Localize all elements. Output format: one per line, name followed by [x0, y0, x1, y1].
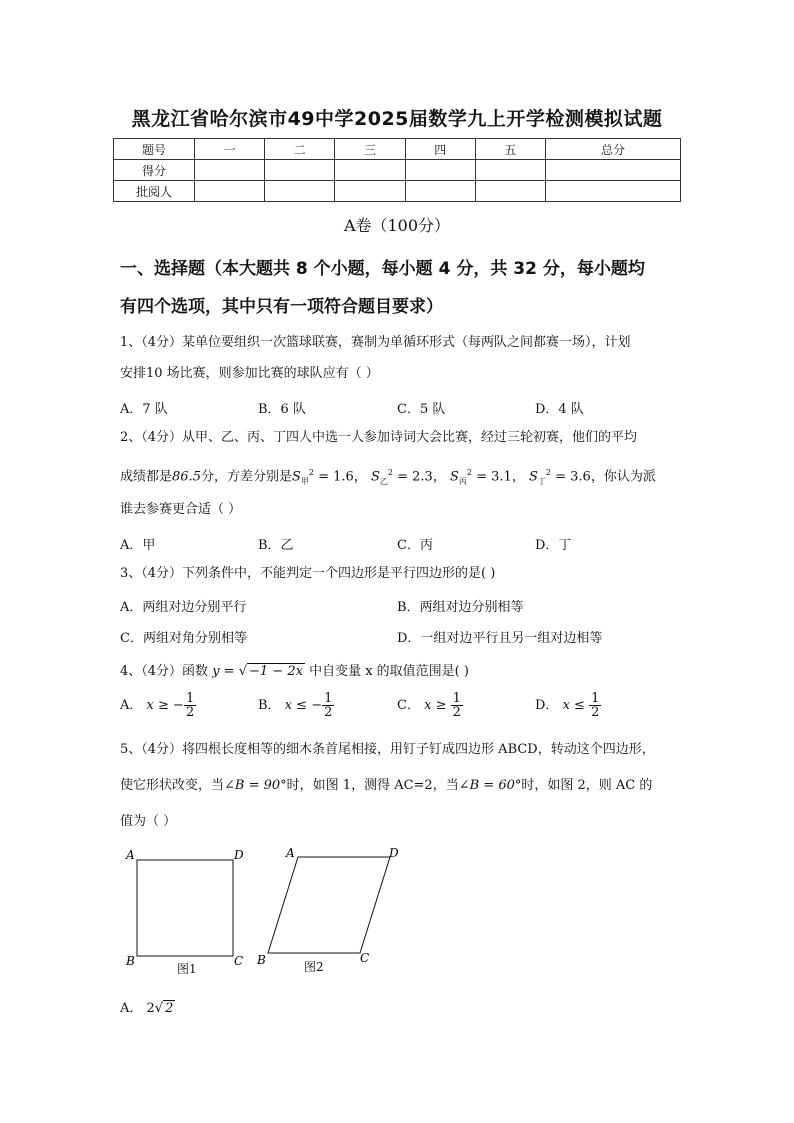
label-d: D: [234, 848, 244, 862]
q2-variance-yi: 2.3: [412, 469, 433, 485]
q3-option-c[interactable]: C．两组对角分别相等: [120, 631, 247, 646]
q2-text: ，你认为派: [590, 469, 656, 485]
score-table-row: [114, 160, 681, 181]
score-header-cell: 五: [475, 139, 545, 160]
score-cell[interactable]: [265, 160, 335, 181]
label-a: A: [286, 846, 295, 860]
page-title: 黑龙江省哈尔滨市49中学2025届数学九上开学检测模拟试题: [131, 108, 663, 130]
q5-option-a[interactable]: A． 2√ 2: [120, 1001, 174, 1016]
q1-option-b[interactable]: B．6 队: [258, 402, 306, 417]
score-table-row: [114, 181, 681, 202]
q4-option-b[interactable]: B． x ≤ − $\frac{1}{2}$: [258, 691, 333, 720]
score-cell[interactable]: [475, 181, 545, 202]
q3-option-b[interactable]: B．两组对边分别相等: [397, 600, 524, 615]
q2-line3: 谁去参赛更合适（ ）: [120, 502, 242, 517]
score-cell[interactable]: [546, 160, 681, 181]
q3-option-a[interactable]: A．两组对边分别平行: [120, 600, 247, 615]
q2-option-c[interactable]: C．丙: [397, 538, 433, 553]
score-cell[interactable]: [335, 160, 405, 181]
q3-line1: 3、（4分）下列条件中，不能判定一个四边形是平行四边形的是( ): [120, 566, 496, 581]
score-cell[interactable]: [195, 181, 265, 202]
q4-text: 中自变量 x 的取值范围是( ): [309, 664, 469, 679]
score-header-cell: 三: [335, 139, 405, 160]
score-table: [113, 138, 681, 202]
label-c: C: [234, 954, 244, 968]
q2-option-a[interactable]: A．甲: [120, 538, 156, 553]
score-header-cell: 四: [405, 139, 475, 160]
q5-figures: [120, 845, 420, 975]
q1-option-d[interactable]: D．4 队: [535, 402, 584, 417]
score-row-label: 得分: [114, 160, 195, 181]
q2-text: 成绩都是: [120, 469, 173, 485]
label-a: A: [126, 848, 135, 862]
q2-variance-jia: 1.6: [333, 469, 354, 485]
q5-line3: 值为（ ）: [120, 814, 177, 829]
q2-option-b[interactable]: B．乙: [258, 538, 294, 553]
figure-1-square: [125, 848, 244, 968]
q2-variance-bing: 3.1: [491, 469, 512, 485]
label-b: B: [126, 954, 135, 968]
q4-option-d[interactable]: D． x ≤ $\frac{1}{2}$: [535, 691, 600, 720]
q2-average: 86.5: [172, 469, 201, 485]
q1-option-a[interactable]: A．7 队: [120, 402, 168, 417]
score-cell[interactable]: [335, 181, 405, 202]
score-row-label: 批阅人: [114, 181, 195, 202]
score-cell[interactable]: [195, 160, 265, 181]
score-header-cell: 总分: [546, 139, 681, 160]
q4-option-a[interactable]: A． x ≥ − $\frac{1}{2}$: [120, 691, 195, 720]
q5-line2: 使它形状改变，当∠B = 90°时，如图 1，测得 AC=2，当∠B = 60°时，如图 2，则 AC 的: [120, 778, 653, 793]
q2-line2: 成绩都是86.5分，方差分别是$S_甲^2 = 1.6$， $S_乙^2 = 2.3$， $S_丙^2 = 3.1$， $S_丁^2 = 3.6$，你认为派: [120, 468, 656, 486]
score-header-cell: 二: [265, 139, 335, 160]
section-a-heading: A卷（100分）: [343, 216, 451, 235]
q4-line1: 4、（4分）函数 y = √ −1 − 2x 中自变量 x 的取值范围是( ): [120, 664, 469, 679]
score-table-header-row: [114, 139, 681, 160]
score-header-cell: 一: [195, 139, 265, 160]
q5-angle1: ∠B = 90°: [224, 778, 287, 793]
q2-line1: 2、（4分）从甲、乙、丙、丁四人中选一人参加诗词大会比赛，经过三轮初赛，他们的平均: [120, 430, 638, 445]
q2-option-d[interactable]: D．丁: [535, 538, 572, 553]
q1-line1: 1、（4分）某单位要组织一次篮球联赛，赛制为单循环形式（每两队之间都赛一场），计划: [120, 335, 631, 350]
q4-option-c[interactable]: C． x ≥ $\frac{1}{2}$: [397, 691, 461, 720]
score-cell[interactable]: [265, 181, 335, 202]
score-cell[interactable]: [405, 181, 475, 202]
q4-radicand: −1 − 2x: [249, 664, 303, 679]
q5-angle2: ∠B = 60°: [458, 778, 522, 793]
section1-heading-line2: 有四个选项，其中只有一项符合题目要求）: [120, 297, 443, 317]
score-header-cell: 题号: [114, 139, 195, 160]
q5-line1: 5、（4分）将四根长度相等的细木条首尾相接，用钉子钉成四边形 ABCD，转动这个四边形，: [120, 742, 655, 757]
q1-line2: 安排10 场比赛，则参加比赛的球队应有（ ）: [120, 366, 379, 381]
q3-option-d[interactable]: D．一组对边平行且另一组对边相等: [397, 631, 603, 646]
q4-text: 4、（4分）函数: [120, 664, 209, 679]
q2-variance-ding: 3.6: [570, 469, 591, 485]
score-cell[interactable]: [405, 160, 475, 181]
label-d: D: [389, 846, 399, 860]
figure-2-caption: 图2: [304, 960, 324, 974]
score-cell[interactable]: [546, 181, 681, 202]
score-cell[interactable]: [475, 160, 545, 181]
label-c: C: [360, 951, 370, 965]
section1-heading-line1: 一、选择题（本大题共 8 个小题，每小题 4 分，共 32 分，每小题均: [120, 259, 645, 279]
q1-option-c[interactable]: C．5 队: [397, 402, 446, 417]
label-b: B: [257, 953, 266, 967]
figure-1-caption: 图1: [177, 962, 197, 976]
figure-2-rhombus: [256, 846, 399, 967]
q2-text: 分，方差分别是: [200, 469, 292, 485]
